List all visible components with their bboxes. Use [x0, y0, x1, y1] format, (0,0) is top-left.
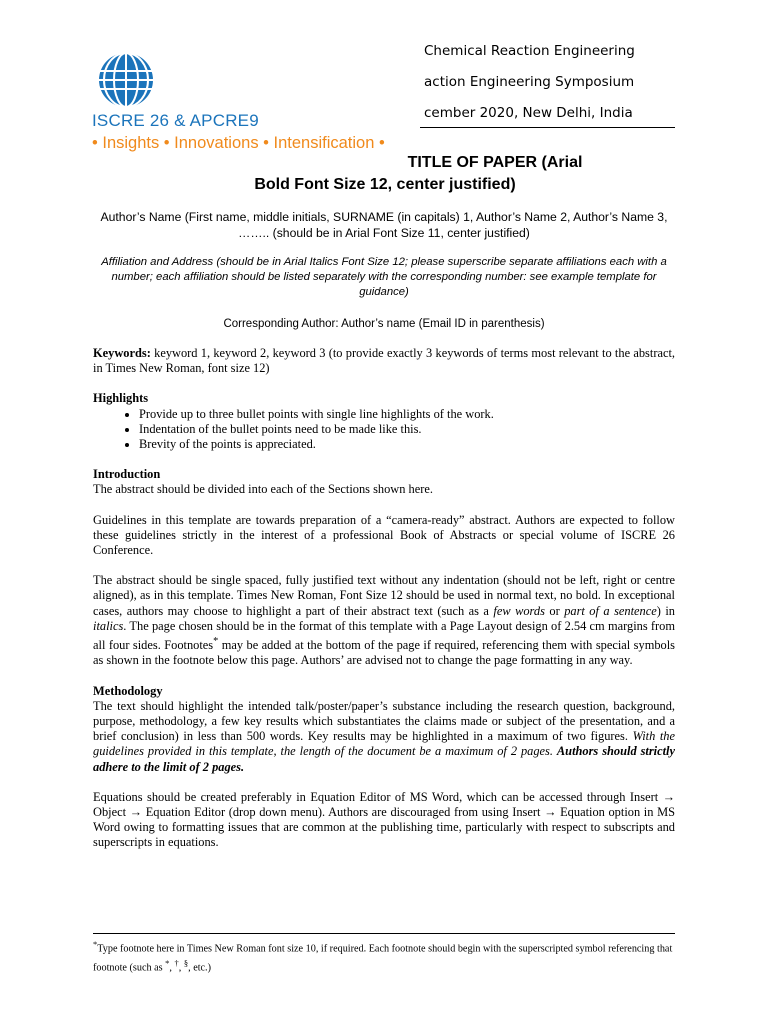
- symbol: *: [165, 958, 170, 969]
- globe-icon: [96, 50, 156, 110]
- text-run: . The page chosen should be in the format of this template with a Page Layout design of 2.54 cm margins from all four sides. Footnotes: [93, 618, 675, 653]
- conference-logo: [92, 46, 412, 156]
- title-line-1: TITLE OF PAPER (Arial: [407, 154, 583, 171]
- affiliation: Affiliation and Address (should be in Arial Italics Font Size 12; please superscribe separate affiliations each with a number; each affiliation should be listed separately with the corresponding number: see example template for guidance): [101, 256, 667, 298]
- methodology-paragraph-2: Equations should be created preferably in Equation Editor of MS Word, which can be accessed through Insert → Object → Equation Editor (drop down menu). Authors are discouraged from using Insert → Equation option in MS Word owing to formatting issues that are common at the publishing time, particularly with respect to subscripts and superscripts in equations.: [93, 789, 675, 850]
- italic-run: With the guidelines provided in this template, the length of the document be a maximum of 2 pages.: [93, 729, 676, 759]
- italic-run: part of a sentence: [564, 603, 657, 618]
- footnote-marker: *: [213, 636, 219, 648]
- text-run: ,: [178, 962, 184, 974]
- bold-italic-run: Authors should strictly adhere to the limit of 2 pages.: [93, 744, 675, 774]
- text-run: may be added at the bottom of the page if required, referencing them with special symbols as shown in the footnote below this page. Authors’ are advised not to change the page formatting in any way.: [93, 638, 675, 668]
- paper-title: [100, 152, 670, 196]
- corresponding-author: Corresponding Author: Author’s name (Email ID in parenthesis): [223, 318, 545, 330]
- introduction-paragraph-1: The abstract should be divided into each of the Sections shown here.: [93, 482, 433, 497]
- logo-name: ISCRE 26 & APCRE9: [92, 111, 259, 130]
- footnote: [93, 937, 675, 976]
- text-run: or: [544, 603, 565, 618]
- text-run: ) in: [656, 603, 675, 618]
- list-item: • Provide up to three bullet points with single line highlights of the work.: [139, 407, 675, 422]
- methodology-heading: Methodology: [93, 683, 163, 698]
- introduction-paragraph-2: Guidelines in this template are towards preparation of a “camera-ready” abstract. Authors are expected to follow these guidelines strictly in the interest of a professional Book of Abstracts or special volume of ISCRE 26 Conference.: [93, 512, 675, 558]
- text-run: The text should highlight the intended talk/poster/paper’s substance including the research question, background, purpose, methodology, a few key results which substantiates the claims made or subject of the presentation, and a brief conclusion) in less than 500 words. Key results may be highlighted in a maximum of two figures.: [93, 698, 675, 744]
- symbol: §: [183, 958, 189, 969]
- introduction-paragraph-3: [93, 573, 675, 668]
- list-item: • Brevity of the points is appreciated.: [139, 437, 675, 452]
- highlights-heading: Highlights: [93, 391, 149, 406]
- footnote-divider: [93, 933, 675, 934]
- italic-run: few words: [493, 603, 545, 618]
- footnote-marker: *: [93, 939, 98, 949]
- header-divider: [420, 127, 675, 128]
- highlights-list: [93, 407, 675, 453]
- logo-tagline: • Insights • Innovations • Intensification •: [92, 134, 385, 152]
- abstract-body: [93, 346, 675, 851]
- header-line-2: action Engineering Symposium: [424, 74, 635, 90]
- keywords-label: Keywords:: [93, 346, 151, 360]
- text-run: ,: [169, 962, 175, 974]
- symbol: †: [174, 958, 179, 969]
- header-line-3: cember 2020, New Delhi, India: [424, 105, 633, 121]
- keywords: [93, 346, 675, 376]
- authors: Author’s Name (First name, middle initials, SURNAME (in capitals) 1, Author’s Name 2, Author’s Name 3, …….. (should be in Arial Font Size 11, center justified): [100, 210, 668, 240]
- text-run: The abstract should be single spaced, fully justified text without any indentation (should not be left, right or centre aligned), as in this template. Times New Roman, Font Size 12 should be used in normal text, no bold. In exceptional cases, authors may choose to highlight a part of their abstract text (such as a: [93, 573, 675, 618]
- keywords-text: keyword 1, keyword 2, keyword 3 (to provide exactly 3 keywords of terms most relevant to the abstract, in Times New Roman, font size 12): [93, 346, 675, 376]
- methodology-paragraph-1: [93, 699, 675, 775]
- title-line-2: Bold Font Size 12, center justified): [254, 176, 516, 193]
- list-item: • Indentation of the bullet points need to be made like this.: [139, 422, 675, 437]
- conference-header: [424, 40, 684, 133]
- introduction-heading: Introduction: [93, 467, 161, 482]
- italic-run: italics: [93, 618, 124, 633]
- header-line-1: Chemical Reaction Engineering: [424, 43, 635, 59]
- text-run: , etc.): [188, 962, 212, 974]
- text-run: Type footnote here in Times New Roman font size 10, if required. Each footnote should begin with the superscripted symbol referencing that footnote (such as: [93, 943, 673, 974]
